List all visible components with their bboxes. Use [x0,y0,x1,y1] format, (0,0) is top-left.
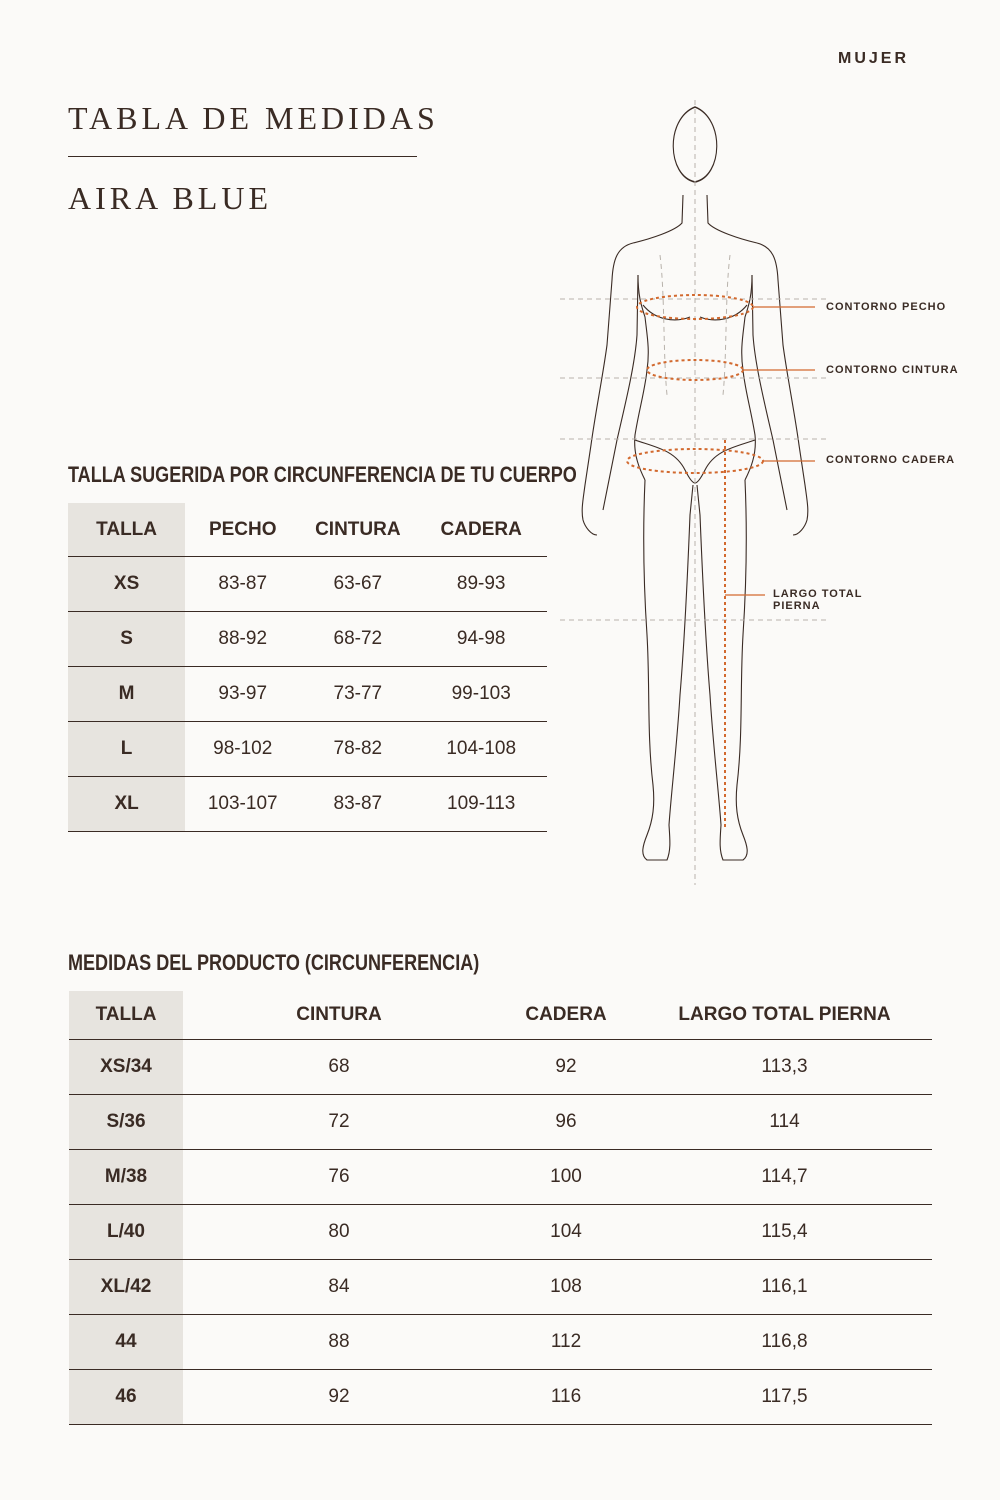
product-measurements-table [69,991,932,1425]
callout-chest: CONTORNO PECHO [826,301,947,313]
body-size-table [68,503,547,832]
table-row [69,1095,932,1150]
cell-hip: 89-93 [415,557,547,612]
title-divider [68,156,417,157]
table-row [69,1040,932,1095]
cell-waist: 68-72 [300,612,415,667]
cell-waist: 92 [183,1370,495,1425]
cell-size: S/36 [69,1095,183,1150]
cell-chest: 103-107 [185,777,300,832]
cell-hip: 96 [495,1095,637,1150]
header-hip: CADERA [440,518,522,540]
cell-hip: 104-108 [415,722,547,777]
cell-waist: 83-87 [300,777,415,832]
cell-leg-length: 113,3 [637,1040,932,1095]
table-row [68,612,547,667]
cell-size: L [68,722,185,777]
table-row [69,1150,932,1205]
cell-hip: 116 [495,1370,637,1425]
header-size: TALLA [68,503,185,557]
cell-leg-length: 116,8 [637,1315,932,1370]
cell-hip: 104 [495,1205,637,1260]
header-leg-length: LARGO TOTAL PIERNA [678,1004,891,1025]
cell-size: S [68,612,185,667]
callout-waist: CONTORNO CINTURA [826,364,959,376]
table-row [68,777,547,832]
cell-waist: 80 [183,1205,495,1260]
cell-waist: 78-82 [300,722,415,777]
table-row [69,1315,932,1370]
product-name: AIRA BLUE [68,180,272,216]
body-figure-illustration [555,95,955,890]
cell-size: XL [68,777,185,832]
callout-leg-line2: PIERNA [773,600,821,612]
cell-waist: 84 [183,1260,495,1315]
body-size-table-title: TALLA SUGERIDA POR CIRCUNFERENCIA DE TU CUERPO [68,462,577,487]
cell-hip: 94-98 [415,612,547,667]
cell-size: 44 [69,1315,183,1370]
cell-waist: 72 [183,1095,495,1150]
cell-hip: 108 [495,1260,637,1315]
header-hip: CADERA [525,1004,607,1025]
cell-chest: 98-102 [185,722,300,777]
callout-hip: CONTORNO CADERA [826,454,956,466]
cell-size: XS/34 [69,1040,183,1095]
cell-chest: 93-97 [185,667,300,722]
cell-hip: 100 [495,1150,637,1205]
cell-leg-length: 114,7 [637,1150,932,1205]
cell-size: 46 [69,1370,183,1425]
cell-size: XS [68,557,185,612]
header-size: TALLA [69,991,183,1040]
cell-leg-length: 116,1 [637,1260,932,1315]
cell-waist: 73-77 [300,667,415,722]
cell-size: M/38 [69,1150,183,1205]
table-row [68,667,547,722]
table-header-row [69,991,932,1040]
product-measurements-title: MEDIDAS DEL PRODUCTO (CIRCUNFERENCIA) [68,950,480,975]
cell-hip: 112 [495,1315,637,1370]
table-row [69,1260,932,1315]
table-row [68,557,547,612]
cell-waist: 68 [183,1040,495,1095]
table-header-row [68,503,547,557]
table-row [69,1205,932,1260]
cell-waist: 63-67 [300,557,415,612]
cell-hip: 92 [495,1040,637,1095]
cell-size: L/40 [69,1205,183,1260]
cell-leg-length: 114 [637,1095,932,1150]
cell-waist: 88 [183,1315,495,1370]
header-waist: CINTURA [315,518,401,540]
gender-label: MUJER [838,50,910,67]
cell-waist: 76 [183,1150,495,1205]
cell-size: XL/42 [69,1260,183,1315]
cell-size: M [68,667,185,722]
table-row [68,722,547,777]
cell-chest: 88-92 [185,612,300,667]
callout-leg-length [773,588,862,612]
cell-leg-length: 115,4 [637,1205,932,1260]
cell-hip: 109-113 [415,777,547,832]
table-row [69,1370,932,1425]
header-chest: PECHO [208,518,277,540]
header-waist: CINTURA [296,1004,382,1025]
cell-leg-length: 117,5 [637,1370,932,1425]
callout-leg-line1: LARGO TOTAL [773,588,863,600]
cell-chest: 83-87 [185,557,300,612]
page-title: TABLA DE MEDIDAS [68,100,439,136]
cell-hip: 99-103 [415,667,547,722]
